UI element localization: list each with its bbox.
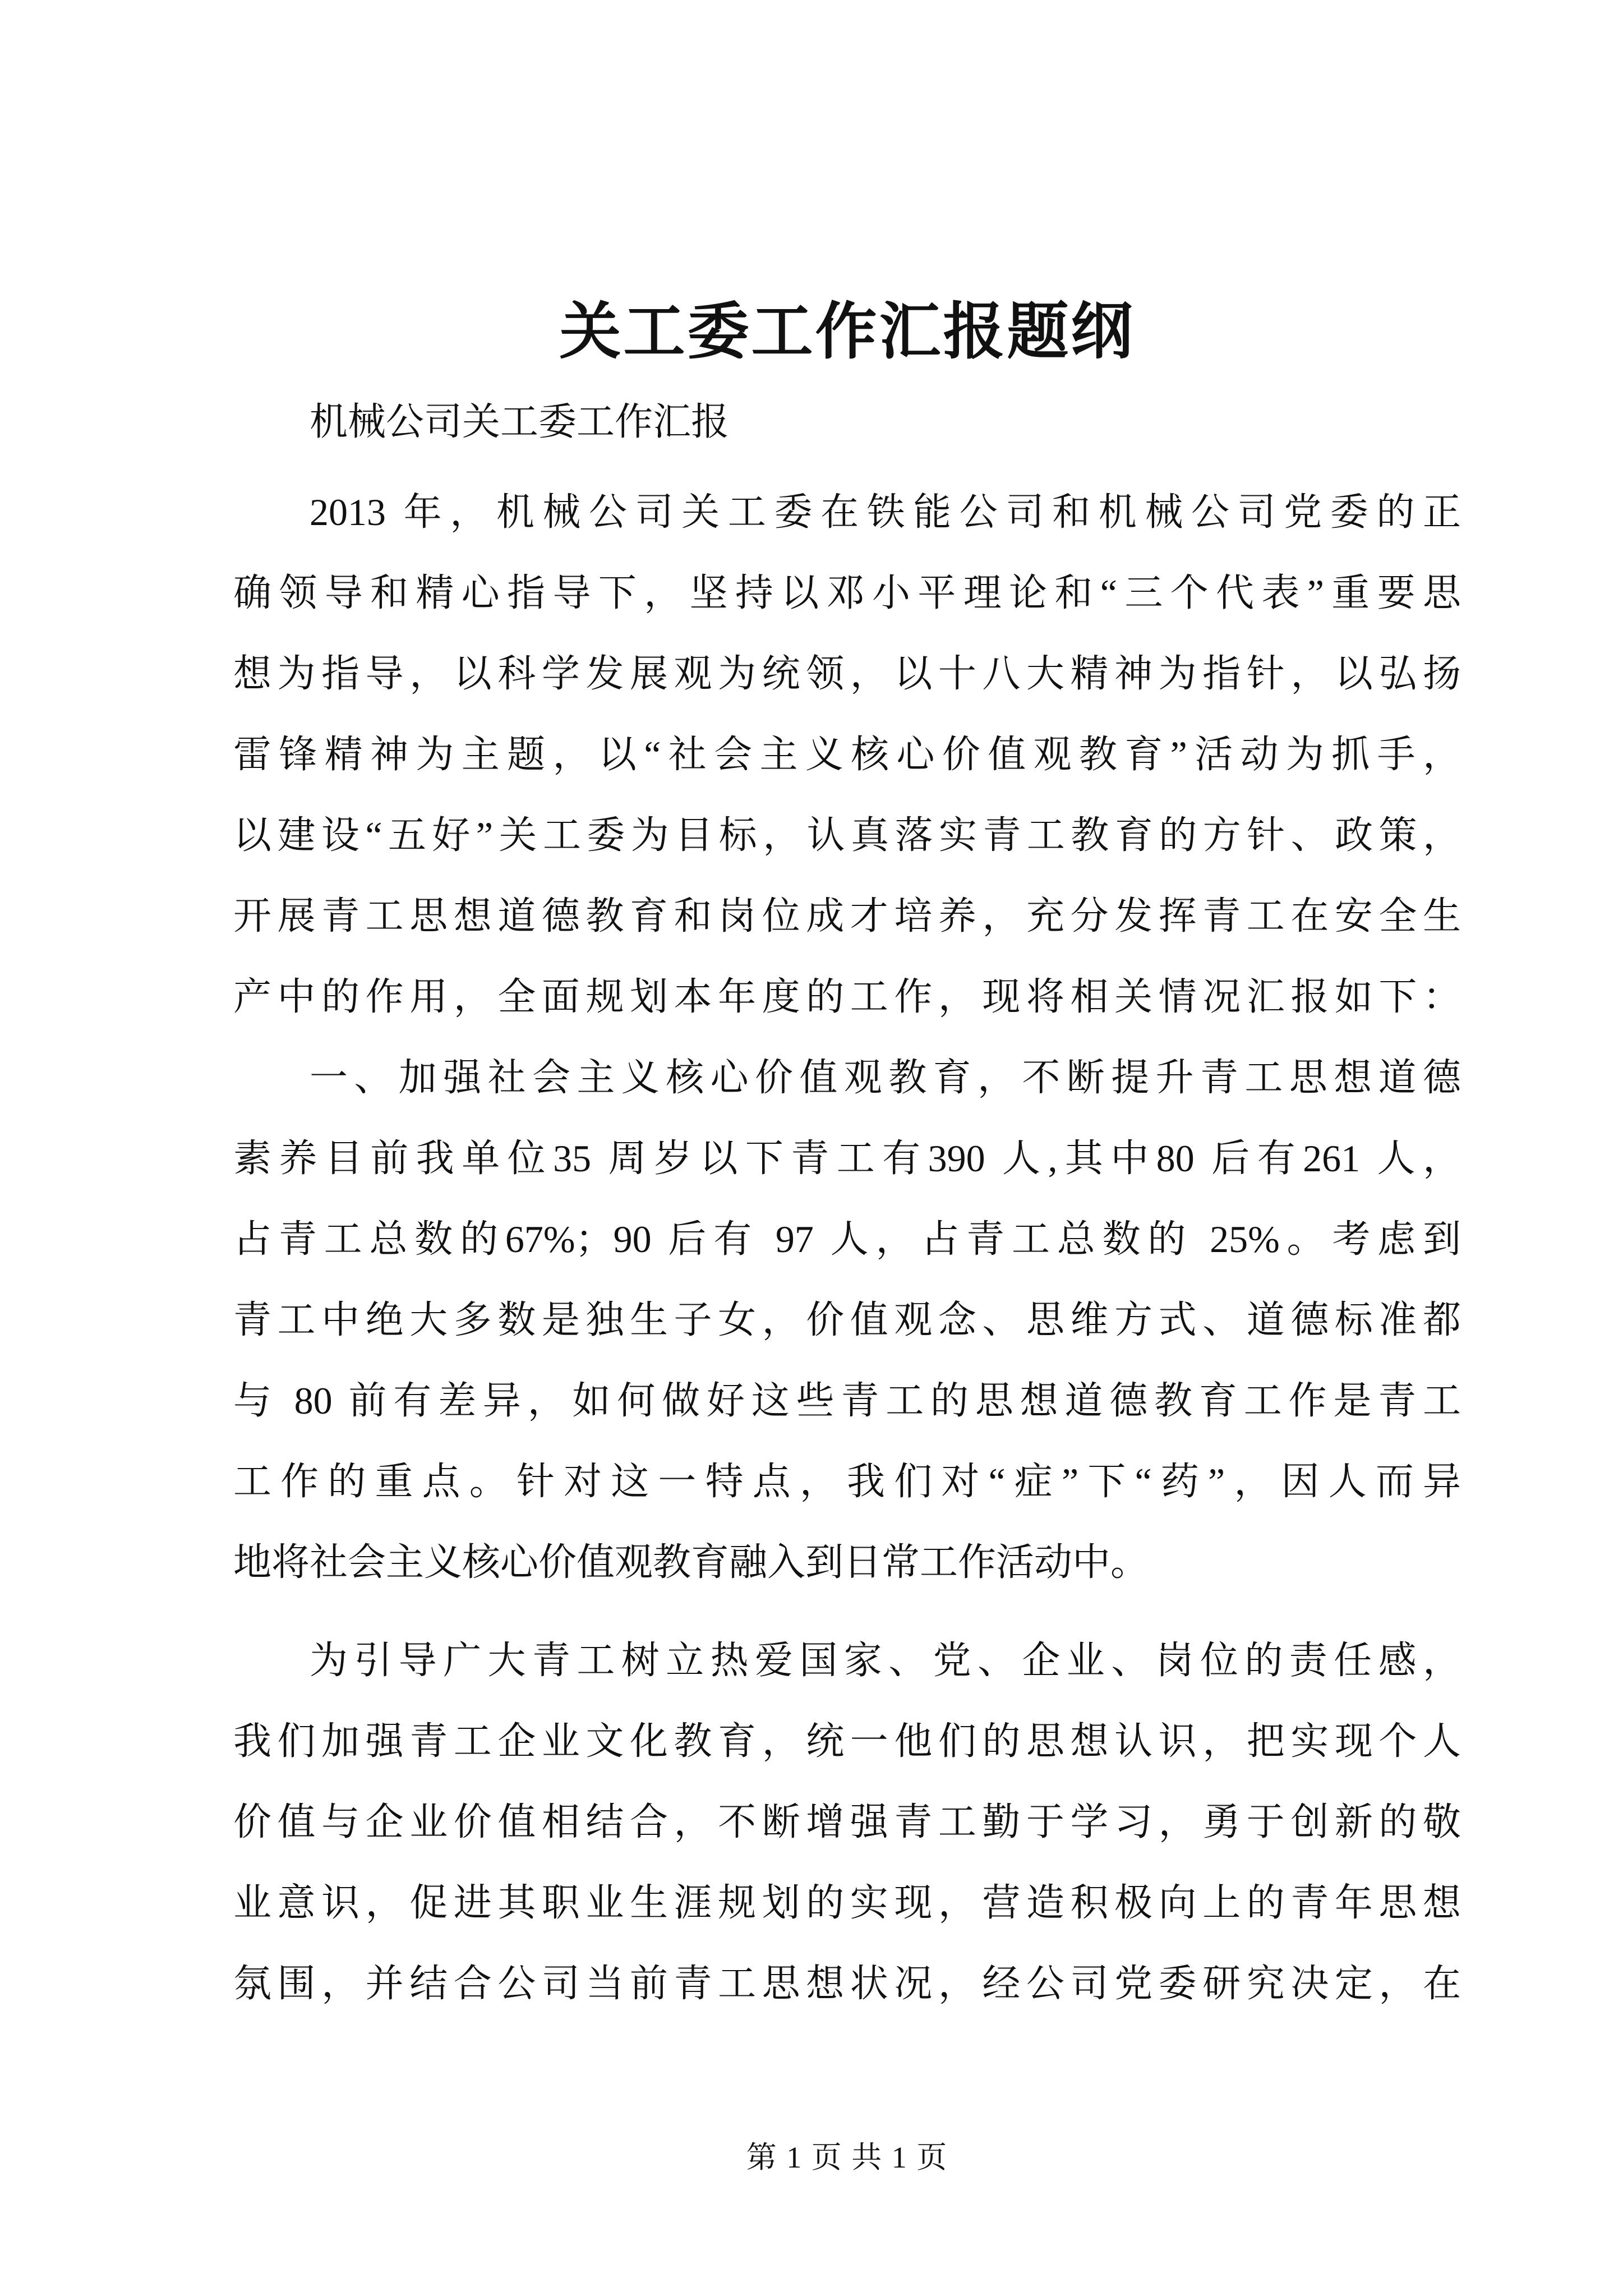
document-body	[233, 381, 1461, 2024]
paragraph-line: 我们加强青工企业文化教育，统一他们的思想认识，把实现个人	[233, 1720, 1461, 1763]
paragraph-line: 确领导和精心指导下，坚持以邓小平理论和“三个代表”重要思	[233, 572, 1461, 614]
paragraph-2	[233, 1037, 1461, 1603]
paragraph-line: 为引导广大青工树立热爱国家、党、企业、岗位的责任感，	[310, 1639, 1461, 1682]
paragraph-line: 一、加强社会主义核心价值观教育，不断提升青工思想道德	[310, 1056, 1461, 1099]
paragraph-line: 雷锋精神为主题，以“社会主义核心价值观教育”活动为抓手，	[233, 733, 1461, 776]
paragraph-line: 地将社会主义核心价值观教育融入到日常工作活动中。	[233, 1541, 1149, 1584]
paragraph-line: 2013 年，机械公司关工委在铁能公司和机械公司党委的正	[310, 491, 1461, 533]
paragraph-line: 与 80 前有差异，如何做好这些青工的思想道德教育工作是青工	[233, 1379, 1461, 1422]
paragraph-line: 素养目前我单位35 周岁以下青工有390 人,其中80 后有261 人，	[233, 1137, 1461, 1180]
page-number-footer: 第 1 页 共 1 页	[746, 2141, 948, 2174]
paragraph-line: 业意识，促进其职业生涯规划的实现，营造积极向上的青年思想	[233, 1881, 1461, 1924]
paragraph-3	[233, 1620, 1461, 2024]
paragraph-line: 开展青工思想道德教育和岗位成才培养，充分发挥青工在安全生	[233, 895, 1461, 937]
paragraph-line: 以建设“五好”关工委为目标，认真落实青工教育的方针、政策，	[233, 814, 1461, 857]
paragraph-line: 氛围，并结合公司当前青工思想状况，经公司党委研究决定，在	[233, 1962, 1461, 2005]
paragraph-line: 产中的作用，全面规划本年度的工作，现将相关情况汇报如下：	[233, 976, 1461, 1018]
paragraph-line: 青工中绝大多数是独生子女，价值观念、思维方式、道德标准都	[233, 1299, 1461, 1341]
paragraph-line: 工作的重点。针对这一特点，我们对“症”下“药”，因人而异	[233, 1460, 1461, 1503]
paragraph-1	[233, 472, 1461, 1037]
paragraph-line: 占青工总数的67%；90 后有 97 人，占青工总数的 25%。考虑到	[233, 1218, 1461, 1260]
paragraph-line: 价值与企业价值相结合，不断增强青工勤于学习，勇于创新的敬	[233, 1801, 1461, 1843]
paragraph-line: 想为指导，以科学发展观为统领，以十八大精神为指针，以弘扬	[233, 652, 1461, 695]
document-title: 关工委工作汇报题纲	[559, 298, 1135, 366]
document-subtitle: 机械公司关工委工作汇报	[310, 401, 730, 443]
